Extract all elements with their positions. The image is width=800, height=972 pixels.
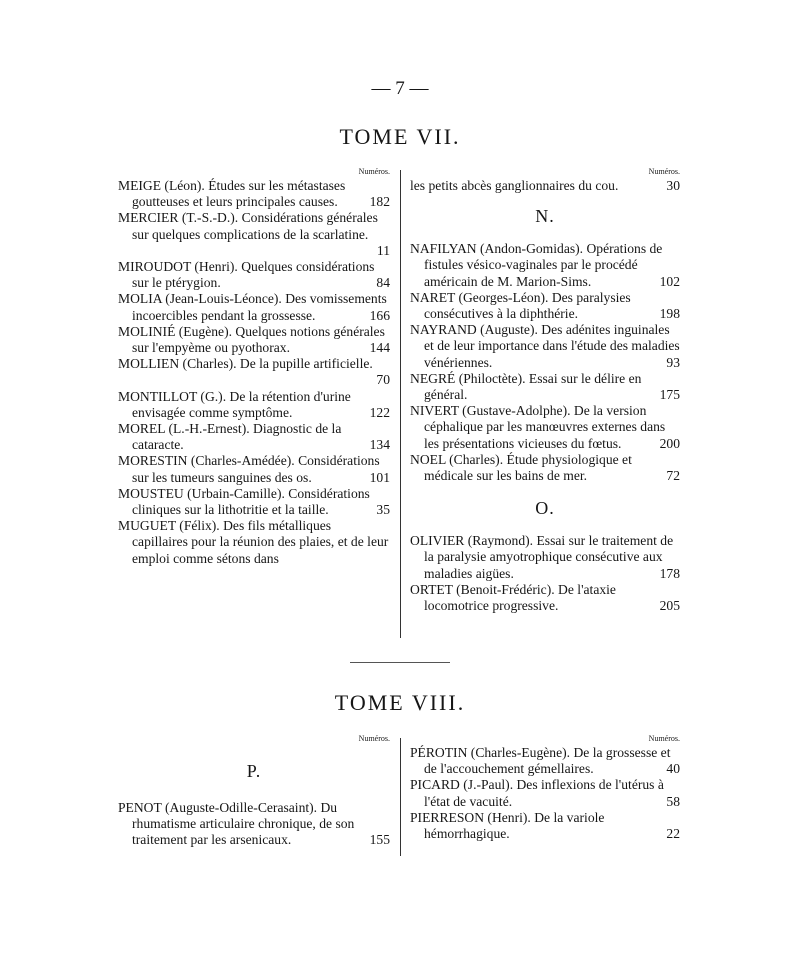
- index-entry: [118, 356, 390, 388]
- index-entry: [410, 777, 680, 809]
- entry-text: MUGUET (Félix). Des fils métalliques capillaires pour la réunion des plaies, et de leur emploi comme sétons dans: [118, 518, 389, 566]
- entry-text: NEGRÉ (Philoctète). Essai sur le délire en général.: [410, 370, 642, 403]
- index-entry: [118, 178, 390, 210]
- tome-viii-right-column: [410, 733, 680, 842]
- entry-number: 11: [376, 242, 390, 258]
- index-entry: [118, 518, 390, 567]
- tome-viii-title: TOME VIII.: [334, 690, 466, 715]
- index-entry: [410, 322, 680, 371]
- numeros-label: Numéros.: [358, 167, 390, 176]
- index-entry: [118, 453, 390, 485]
- numeros-label: Numéros.: [358, 734, 390, 743]
- entry-number: 70: [376, 372, 390, 388]
- entry-text: MONTILLOT (G.). De la rétention d'urine envisagée comme symptôme.: [118, 388, 351, 420]
- index-entry: [118, 210, 390, 259]
- entry-number: 122: [369, 404, 390, 420]
- entry-number: 30: [666, 178, 680, 193]
- index-entry: [118, 421, 390, 453]
- section-letter-p: P.: [246, 761, 262, 781]
- entry-text: MOUSTEU (Urbain-Camille). Considérations cliniques sur la lithotritie et la taille.: [118, 485, 370, 518]
- index-entry: [410, 452, 680, 484]
- index-entry: [410, 745, 680, 777]
- entry-list: [410, 241, 680, 484]
- entry-number: 35: [376, 502, 390, 518]
- entry-text: les petits abcès ganglionnaires du cou.: [410, 178, 619, 193]
- numeros-label: Numéros.: [648, 734, 680, 743]
- entry-text: MOLLIEN (Charles). De la pupille artificielle.: [118, 356, 373, 372]
- entry-list: [118, 800, 390, 849]
- entry-text: PÉROTIN (Charles-Eugène). De la grossesse et de l'accouchement gémellaires.: [410, 745, 671, 777]
- index-entry: [410, 582, 680, 614]
- entry-text: NAYRAND (Auguste). Des adénites inguinales et de leur importance dans l'étude des maladies vénériennes.: [410, 322, 680, 370]
- entry-text: MIROUDOT (Henri). Quelques considérations sur le ptérygion.: [118, 259, 375, 291]
- entry-text: MOLINIÉ (Eugène). Quelques notions générales sur l'empyème ou pyothorax.: [118, 323, 385, 356]
- entry-number: 175: [659, 387, 680, 403]
- entry-text: NARET (Georges-Léon). Des paralysies consécutives à la diphthérie.: [410, 289, 631, 322]
- section-separator: [350, 662, 450, 663]
- section-letter-n: N.: [535, 206, 555, 227]
- entry-number: 200: [659, 435, 680, 451]
- entry-number: 101: [369, 469, 390, 485]
- column-divider: [400, 738, 401, 856]
- entry-text: MOLIA (Jean-Louis-Léonce). Des vomissements incoercibles pendant la grossesse.: [118, 291, 387, 323]
- index-entry: [410, 241, 680, 290]
- entry-number: 178: [659, 565, 680, 581]
- tome-vii-left-column: [118, 166, 390, 567]
- section-letter-o: O.: [535, 498, 555, 519]
- entry-number: 22: [666, 826, 680, 842]
- index-entry: [410, 178, 680, 194]
- entry-text: MEIGE (Léon). Études sur les métastases goutteuses et leurs principales causes.: [118, 178, 346, 210]
- index-entry: [118, 324, 390, 356]
- entry-text: ORTET (Benoit-Frédéric). De l'ataxie locomotrice progressive.: [410, 581, 616, 614]
- entry-number: 134: [369, 437, 390, 453]
- entry-number: 198: [659, 306, 680, 322]
- index-entry: [118, 486, 390, 518]
- tome-vii-title: TOME VII.: [339, 124, 461, 149]
- entry-text: NOEL (Charles). Étude physiologique et médicale sur les bains de mer.: [410, 451, 632, 484]
- entry-list: [410, 178, 680, 194]
- entry-number: 93: [666, 354, 680, 370]
- index-entry: [118, 291, 390, 323]
- entry-text: OLIVIER (Raymond). Essai sur le traitement de la paralysie amyotrophique consécutive aux maladies aigües.: [410, 533, 674, 581]
- entry-number: 84: [376, 275, 390, 291]
- index-entry: [118, 800, 390, 849]
- index-entry: [118, 389, 390, 421]
- page-number: — 7 —: [371, 78, 429, 99]
- entry-text: PICARD (J.-Paul). Des inflexions de l'utérus à l'état de vacuité.: [410, 777, 664, 809]
- entry-text: MERCIER (T.-S.-D.). Considérations générales sur quelques complications de la scarlatine.: [118, 210, 378, 242]
- entry-text: PIERRESON (Henri). De la variole hémorrhagique.: [410, 809, 605, 842]
- entry-list: [410, 533, 680, 614]
- index-entry: [410, 290, 680, 322]
- entry-number: 102: [659, 273, 680, 289]
- tome-viii-left-column: [118, 733, 390, 849]
- entry-text: MORESTIN (Charles-Amédée). Considérations sur les tumeurs sanguines des os.: [118, 453, 380, 485]
- entry-number: 40: [666, 761, 680, 777]
- entry-number: 155: [369, 832, 390, 848]
- entry-text: NIVERT (Gustave-Adolphe). De la version céphalique par les manœuvres externes dans les présentations vicieuses du fœtus.: [410, 403, 666, 451]
- index-entry: [118, 259, 390, 291]
- entry-number: 182: [369, 194, 390, 210]
- index-entry: [410, 533, 680, 582]
- entry-text: NAFILYAN (Andon-Gomidas). Opérations de fistules vésico-vaginales par le procédé américain de M. Marion-Sims.: [410, 241, 663, 289]
- entry-number: 144: [369, 340, 390, 356]
- entry-text: PENOT (Auguste-Odille-Cerasaint). Du rhumatisme articulaire chronique, de son traitement par les arsenicaux.: [118, 800, 355, 848]
- tome-vii-right-column: [410, 166, 680, 614]
- entry-number: 166: [369, 307, 390, 323]
- entry-list: [410, 745, 680, 842]
- index-entry: [410, 403, 680, 452]
- column-divider: [400, 170, 401, 638]
- index-entry: [410, 371, 680, 403]
- entry-number: 58: [666, 793, 680, 809]
- entry-number: 72: [666, 468, 680, 484]
- entry-number: 205: [659, 598, 680, 614]
- numeros-label: Numéros.: [648, 167, 680, 176]
- entry-list: [118, 178, 390, 567]
- index-entry: [410, 810, 680, 842]
- entry-text: MOREL (L.-H.-Ernest). Diagnostic de la cataracte.: [118, 421, 342, 453]
